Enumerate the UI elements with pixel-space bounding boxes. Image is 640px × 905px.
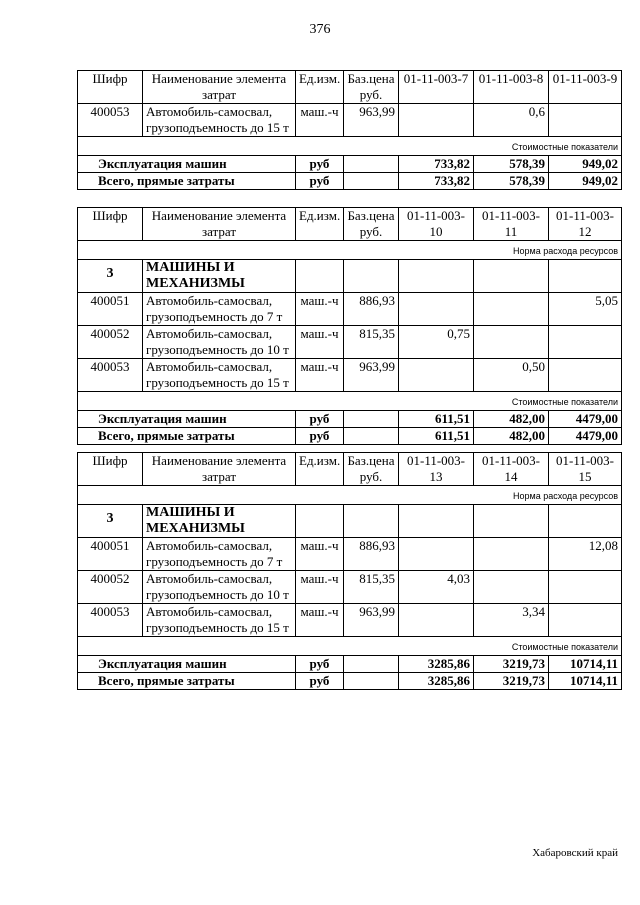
header-unit: Ед.изм.	[296, 71, 344, 104]
total-label: Всего, прямые затраты	[78, 428, 296, 445]
header-col-1: 01-11-003-7	[399, 71, 474, 104]
section-name: МАШИНЫ И МЕХАНИЗМЫ	[143, 505, 296, 538]
row-code: 400051	[78, 293, 143, 326]
table-row	[78, 538, 622, 571]
total-row	[78, 156, 622, 173]
total-label: Всего, прямые затраты	[78, 173, 296, 190]
row-unit: маш.-ч	[296, 326, 344, 359]
row-value: 0,50	[474, 359, 549, 392]
total-value: 611,51	[399, 411, 474, 428]
empty-cell	[296, 260, 344, 293]
total-value: 611,51	[399, 428, 474, 445]
row-price: 963,99	[344, 359, 399, 392]
row-unit: маш.-ч	[296, 538, 344, 571]
row-name: Автомобиль-самосвал, грузоподъемность до 10 т	[143, 326, 296, 359]
total-unit: руб	[296, 656, 344, 673]
header-code: Шифр	[78, 453, 143, 486]
row-value	[399, 359, 474, 392]
total-row	[78, 411, 622, 428]
header-name: Наименование элемента затрат	[143, 453, 296, 486]
row-name: Автомобиль-самосвал, грузоподъемность до 7 т	[143, 538, 296, 571]
row-price: 963,99	[344, 104, 399, 137]
empty-cell	[549, 260, 622, 293]
empty-cell	[474, 505, 549, 538]
total-value: 3219,73	[474, 673, 549, 690]
section-row	[78, 260, 622, 293]
total-label: Эксплуатация машин	[78, 411, 296, 428]
cost-label-row	[78, 637, 622, 656]
empty-cell	[474, 260, 549, 293]
table-row	[78, 571, 622, 604]
row-code: 400053	[78, 359, 143, 392]
row-unit: маш.-ч	[296, 571, 344, 604]
total-label: Всего, прямые затраты	[78, 673, 296, 690]
footer-region-label: Хабаровский край	[532, 847, 618, 859]
row-code: 400052	[78, 571, 143, 604]
row-value: 5,05	[549, 293, 622, 326]
header-price: Баз.цена руб.	[344, 71, 399, 104]
total-value: 3219,73	[474, 656, 549, 673]
estimate-table-3	[77, 452, 622, 690]
empty-cell	[549, 505, 622, 538]
row-value	[474, 293, 549, 326]
norm-label-row	[78, 486, 622, 505]
empty-cell	[399, 505, 474, 538]
header-col-3: 01-11-003-12	[549, 208, 622, 241]
total-value: 949,02	[549, 156, 622, 173]
total-unit: руб	[296, 156, 344, 173]
header-code: Шифр	[78, 208, 143, 241]
total-unit: руб	[296, 173, 344, 190]
row-value	[549, 604, 622, 637]
total-empty	[344, 428, 399, 445]
row-value: 4,03	[399, 571, 474, 604]
header-col-2: 01-11-003-14	[474, 453, 549, 486]
row-value	[399, 538, 474, 571]
empty-cell	[344, 260, 399, 293]
row-value	[399, 604, 474, 637]
header-col-2: 01-11-003-8	[474, 71, 549, 104]
row-name: Автомобиль-самосвал, грузоподъемность до 15 т	[143, 104, 296, 137]
cost-indicators-label: Стоимостные показатели	[78, 637, 622, 656]
total-value: 3285,86	[399, 673, 474, 690]
row-price: 815,35	[344, 326, 399, 359]
total-value: 482,00	[474, 411, 549, 428]
table-header-row	[78, 208, 622, 241]
row-price: 815,35	[344, 571, 399, 604]
section-row	[78, 505, 622, 538]
resource-norm-label: Норма расхода ресурсов	[78, 486, 622, 505]
resource-norm-label: Норма расхода ресурсов	[78, 241, 622, 260]
total-value: 3285,86	[399, 656, 474, 673]
estimate-table-1	[77, 70, 622, 190]
row-name: Автомобиль-самосвал, грузоподъемность до 15 т	[143, 359, 296, 392]
row-code: 400053	[78, 604, 143, 637]
cost-indicators-label: Стоимостные показатели	[78, 137, 622, 156]
row-code: 400051	[78, 538, 143, 571]
total-empty	[344, 411, 399, 428]
row-value	[399, 104, 474, 137]
cost-label-row	[78, 392, 622, 411]
header-price: Баз.цена руб.	[344, 453, 399, 486]
total-value: 733,82	[399, 173, 474, 190]
total-empty	[344, 156, 399, 173]
page-number: 376	[309, 22, 331, 37]
row-value	[549, 104, 622, 137]
row-value	[474, 538, 549, 571]
row-value: 0,75	[399, 326, 474, 359]
row-value	[474, 571, 549, 604]
norm-label-row	[78, 241, 622, 260]
row-unit: маш.-ч	[296, 104, 344, 137]
total-value: 4479,00	[549, 411, 622, 428]
total-empty	[344, 673, 399, 690]
row-unit: маш.-ч	[296, 604, 344, 637]
estimate-table-2	[77, 207, 622, 445]
header-col-3: 01-11-003-9	[549, 71, 622, 104]
empty-cell	[399, 260, 474, 293]
header-code: Шифр	[78, 71, 143, 104]
total-label: Эксплуатация машин	[78, 656, 296, 673]
total-value: 578,39	[474, 173, 549, 190]
section-code: 3	[78, 260, 143, 293]
total-row	[78, 673, 622, 690]
table-header-row	[78, 71, 622, 104]
cost-label-row	[78, 137, 622, 156]
row-value: 0,6	[474, 104, 549, 137]
table-row	[78, 326, 622, 359]
row-value	[549, 326, 622, 359]
section-code: 3	[78, 505, 143, 538]
total-label: Эксплуатация машин	[78, 156, 296, 173]
total-unit: руб	[296, 411, 344, 428]
total-empty	[344, 656, 399, 673]
row-name: Автомобиль-самосвал, грузоподъемность до 10 т	[143, 571, 296, 604]
header-name: Наименование элемента затрат	[143, 208, 296, 241]
header-unit: Ед.изм.	[296, 453, 344, 486]
row-name: Автомобиль-самосвал, грузоподъемность до 15 т	[143, 604, 296, 637]
table-row	[78, 104, 622, 137]
total-row	[78, 173, 622, 190]
total-value: 10714,11	[549, 673, 622, 690]
row-value	[549, 571, 622, 604]
header-col-1: 01-11-003-13	[399, 453, 474, 486]
cost-indicators-label: Стоимостные показатели	[78, 392, 622, 411]
total-row	[78, 656, 622, 673]
header-price: Баз.цена руб.	[344, 208, 399, 241]
total-empty	[344, 173, 399, 190]
row-value: 3,34	[474, 604, 549, 637]
total-row	[78, 428, 622, 445]
row-price: 886,93	[344, 538, 399, 571]
header-col-1: 01-11-003-10	[399, 208, 474, 241]
total-value: 949,02	[549, 173, 622, 190]
total-unit: руб	[296, 428, 344, 445]
row-value: 12,08	[549, 538, 622, 571]
row-name: Автомобиль-самосвал, грузоподъемность до 7 т	[143, 293, 296, 326]
total-value: 578,39	[474, 156, 549, 173]
row-price: 963,99	[344, 604, 399, 637]
total-value: 10714,11	[549, 656, 622, 673]
total-unit: руб	[296, 673, 344, 690]
header-unit: Ед.изм.	[296, 208, 344, 241]
table-row	[78, 293, 622, 326]
table-row	[78, 604, 622, 637]
header-name: Наименование элемента затрат	[143, 71, 296, 104]
total-value: 733,82	[399, 156, 474, 173]
row-unit: маш.-ч	[296, 359, 344, 392]
row-value	[399, 293, 474, 326]
empty-cell	[296, 505, 344, 538]
empty-cell	[344, 505, 399, 538]
row-code: 400052	[78, 326, 143, 359]
total-value: 482,00	[474, 428, 549, 445]
header-col-2: 01-11-003-11	[474, 208, 549, 241]
header-col-3: 01-11-003-15	[549, 453, 622, 486]
table-row	[78, 359, 622, 392]
row-code: 400053	[78, 104, 143, 137]
total-value: 4479,00	[549, 428, 622, 445]
row-value	[474, 326, 549, 359]
section-name: МАШИНЫ И МЕХАНИЗМЫ	[143, 260, 296, 293]
row-unit: маш.-ч	[296, 293, 344, 326]
row-value	[549, 359, 622, 392]
row-price: 886,93	[344, 293, 399, 326]
table-header-row	[78, 453, 622, 486]
